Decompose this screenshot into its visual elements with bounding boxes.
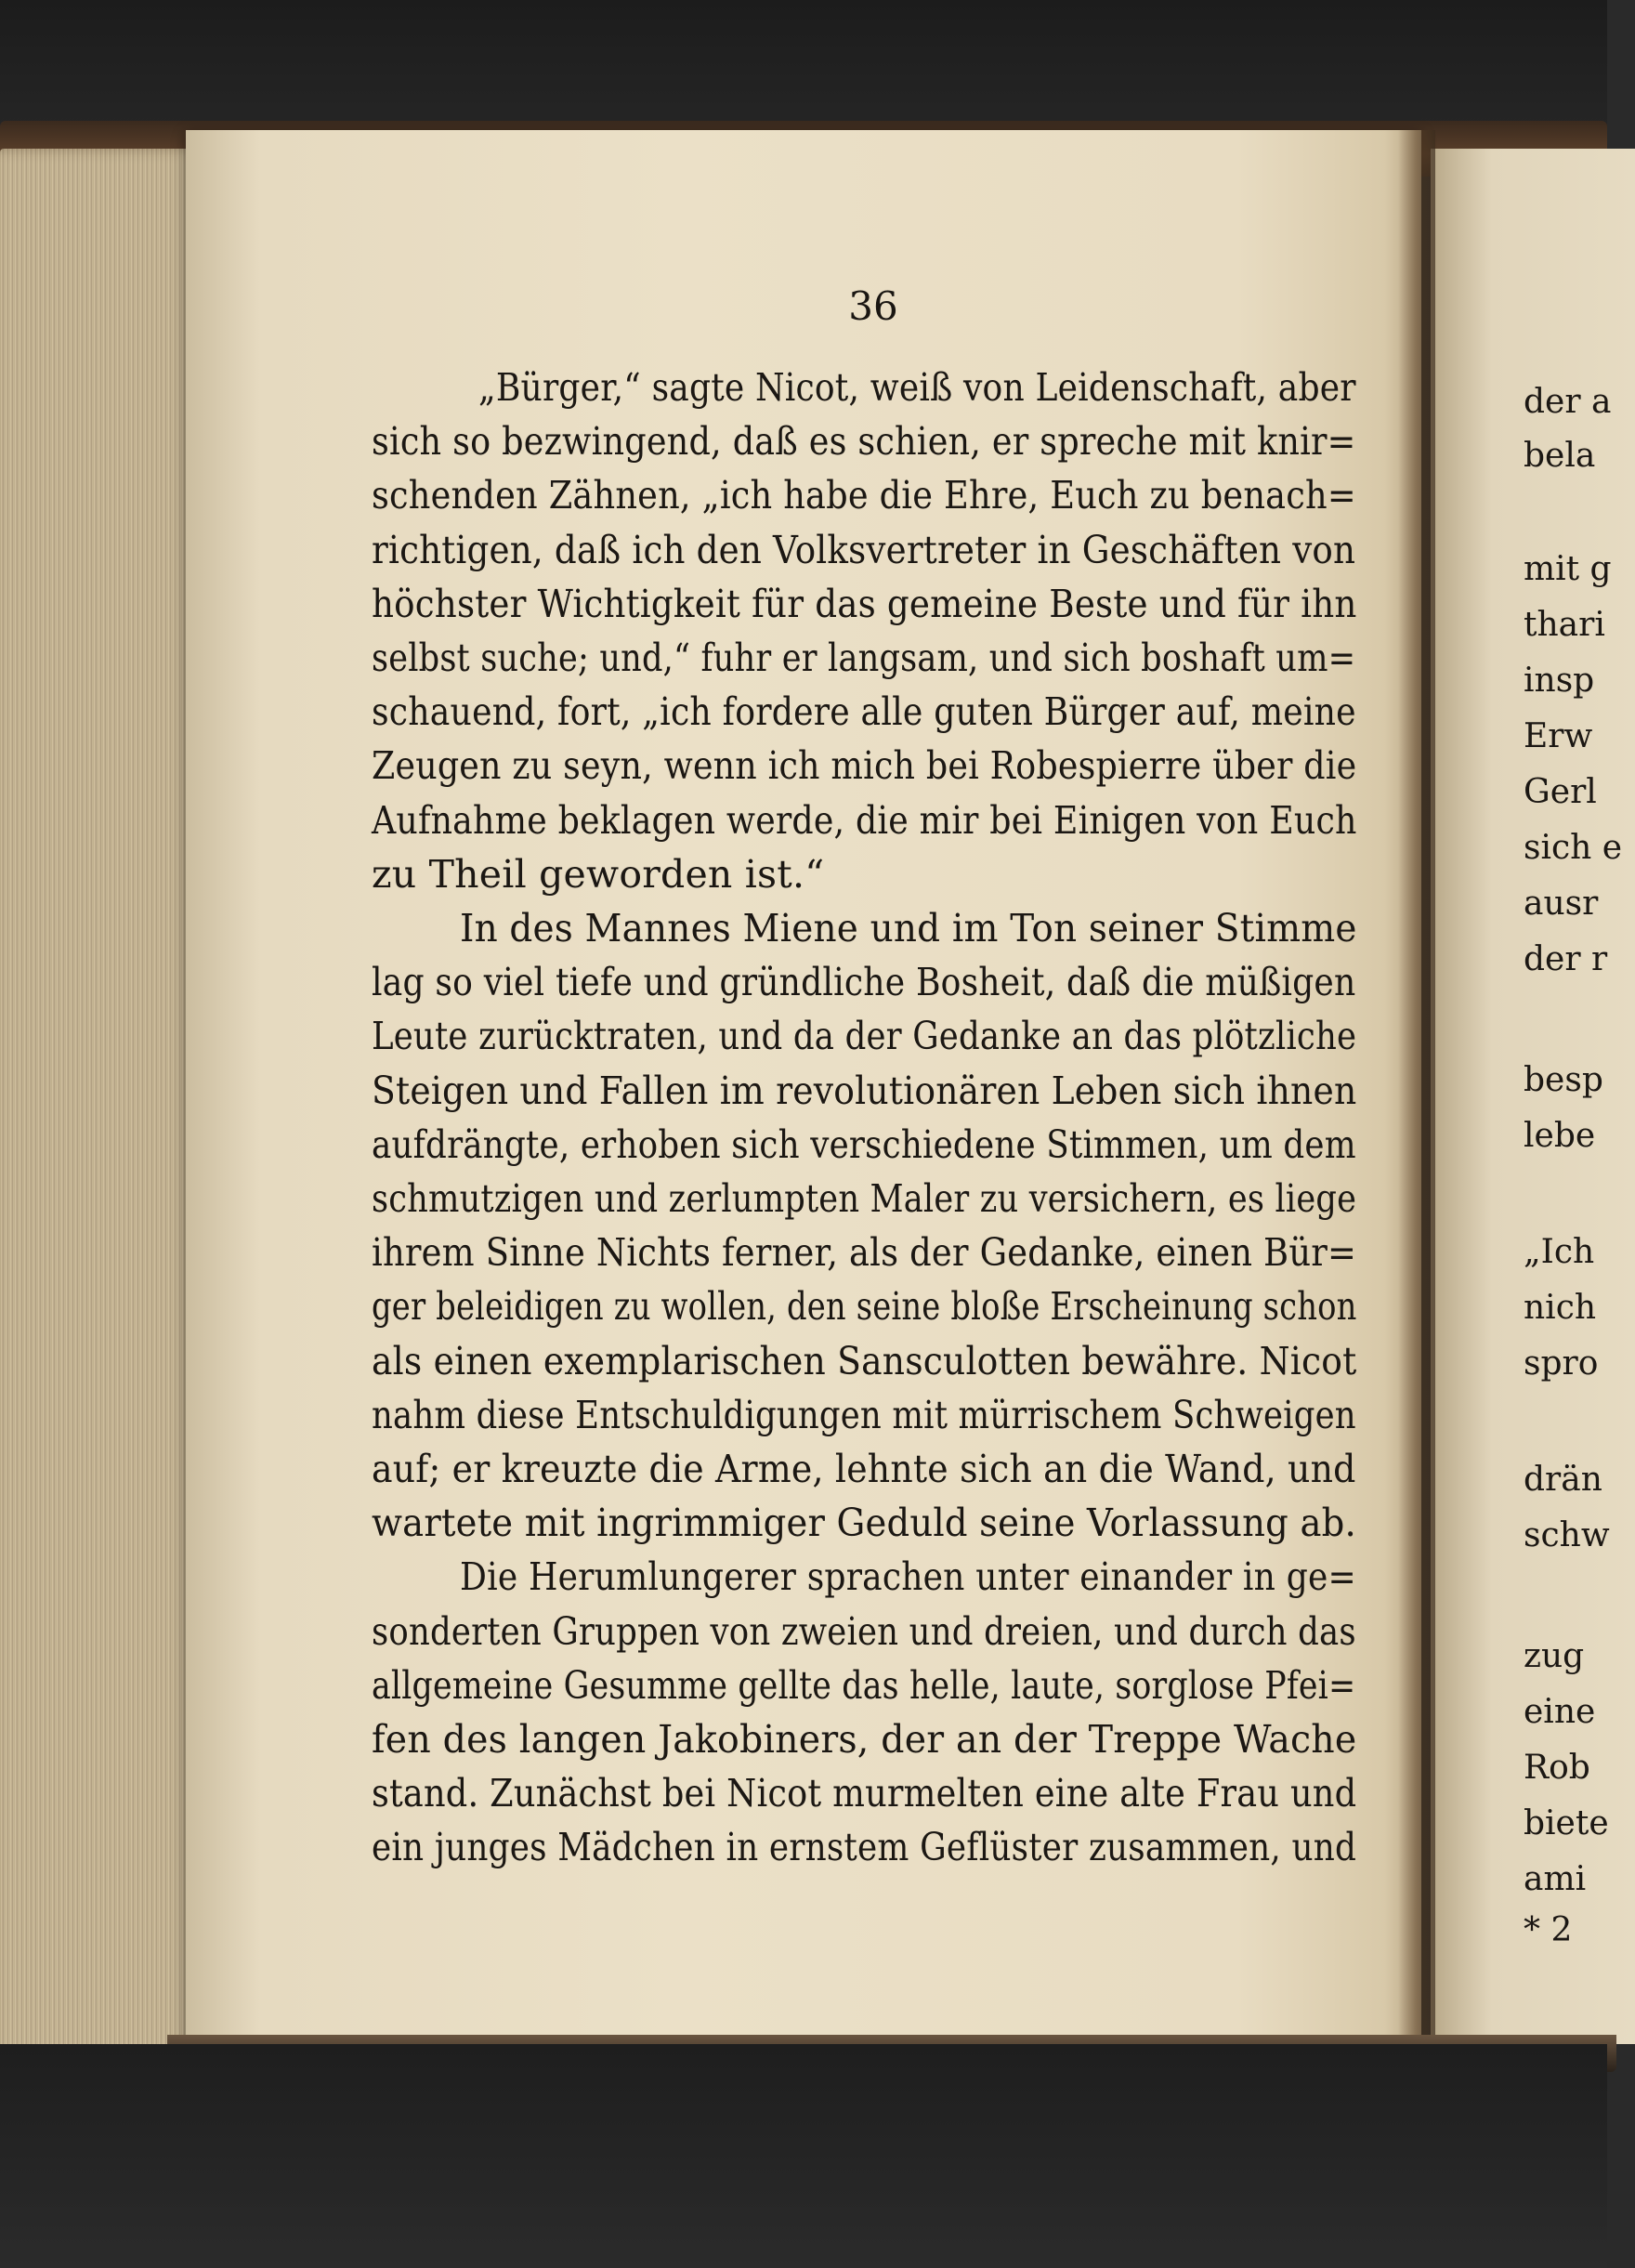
facing-page-fragment: thari — [1524, 606, 1605, 644]
text-line: auf; er kreuzte die Arme, lehnte sich an die Wand, und — [372, 1447, 1356, 1491]
facing-page-fragment: drän — [1524, 1461, 1602, 1499]
book-gutter — [1398, 130, 1435, 2058]
text-line: Die Herumlungerer sprachen unter einander in ge= — [460, 1554, 1356, 1600]
text-line: „Bürger,“ sagte Nicot, weiß von Leidenschaft, aber — [478, 365, 1356, 410]
text-line: schmutzigen und zerlumpten Maler zu versichern, es liege — [372, 1176, 1357, 1221]
text-line: als einen exemplarischen Sansculotten bewähre. Nicot — [372, 1338, 1357, 1383]
facing-page-fragment: lebe — [1524, 1117, 1596, 1155]
text-line: zu Theil geworden ist.“ — [372, 851, 825, 897]
text-line: sonderten Gruppen von zweien und dreien, und durch das — [372, 1608, 1356, 1654]
facing-page-fragment: schw — [1524, 1516, 1610, 1554]
text-line: sich so bezwingend, daß es schien, er spreche mit knir= — [372, 419, 1356, 465]
facing-page-fragment: ausr — [1524, 885, 1599, 923]
text-line: wartete mit ingrimmiger Geduld seine Vorlassung ab. — [372, 1501, 1356, 1546]
text-line: In des Mannes Miene und im Ton seiner Stimme — [460, 906, 1357, 950]
text-line: nahm diese Entschuldigungen mit mürrischem Schweigen — [372, 1392, 1356, 1437]
page-stack-left — [0, 149, 200, 2063]
text-line: fen des langen Jakobiners, der an der Treppe Wache — [372, 1717, 1357, 1762]
background-bottom — [0, 2044, 1607, 2268]
text-line: höchster Wichtigkeit für das gemeine Beste und für ihn — [372, 581, 1357, 626]
text-line: richtigen, daß ich den Volksvertreter in Geschäften von — [372, 527, 1356, 572]
facing-page-fragment: der a — [1524, 383, 1612, 421]
text-line: Aufnahme beklagen werde, die mir bei Einigen von Euch — [372, 797, 1357, 843]
facing-page-fragment: spro — [1524, 1344, 1599, 1383]
text-line: Leute zurücktraten, und da der Gedanke an das plötzliche — [372, 1014, 1357, 1059]
facing-page-fragment: nich — [1524, 1289, 1597, 1327]
text-line: schenden Zähnen, „ich habe die Ehre, Euch zu benach= — [372, 473, 1356, 518]
facing-page-fragment: insp — [1524, 662, 1595, 700]
facing-page-fragment: „Ich — [1524, 1233, 1595, 1271]
text-line: schauend, fort, „ich fordere alle guten Bürger auf, meine — [372, 689, 1356, 735]
text-line: Steigen und Fallen im revolutionären Leben sich ihnen — [372, 1068, 1357, 1113]
text-line: Zeugen zu seyn, wenn ich mich bei Robespierre über die — [372, 743, 1357, 789]
facing-page-fragment: der r — [1524, 940, 1608, 978]
facing-page-fragment: besp — [1524, 1061, 1603, 1099]
text-line: allgemeine Gesumme gellte das helle, laute, sorglose Pfei= — [372, 1662, 1356, 1708]
facing-page-fragment: Erw — [1524, 717, 1593, 755]
facing-page-fragment: Rob — [1524, 1749, 1590, 1787]
facing-page-fragment: bela — [1524, 437, 1596, 475]
facing-page-fragment: Gerl — [1524, 773, 1597, 811]
facing-page-fragment: mit g — [1524, 550, 1612, 588]
text-line: ihrem Sinne Nichts ferner, als der Gedanke, einen Bür= — [372, 1230, 1357, 1276]
text-line: selbst suche; und,“ fuhr er langsam, und sich boshaft um= — [372, 636, 1356, 680]
facing-page-fragment: ami — [1524, 1860, 1587, 1898]
text-line: aufdrängte, erhoben sich verschiedene Stimmen, um dem — [372, 1121, 1356, 1167]
facing-page-fragment: biete — [1524, 1804, 1609, 1842]
text-line: ein junges Mädchen in ernstem Geflüster zusammen, und — [372, 1825, 1357, 1870]
background-top — [0, 0, 1607, 139]
facing-page-fragment: sich e — [1524, 829, 1623, 867]
text-line: stand. Zunächst bei Nicot murmelten eine alte Frau und — [372, 1771, 1357, 1816]
facing-page-fragment: eine — [1524, 1693, 1596, 1731]
facing-page-fragment: * 2 — [1524, 1911, 1573, 1949]
text-line: lag so viel tiefe und gründliche Bosheit, daß die müßigen — [372, 960, 1356, 1005]
page-number: 36 — [848, 283, 898, 329]
facing-page-fragment: zug — [1524, 1637, 1585, 1675]
text-line: ger beleidigen zu wollen, den seine bloße Erscheinung schon — [372, 1284, 1357, 1330]
